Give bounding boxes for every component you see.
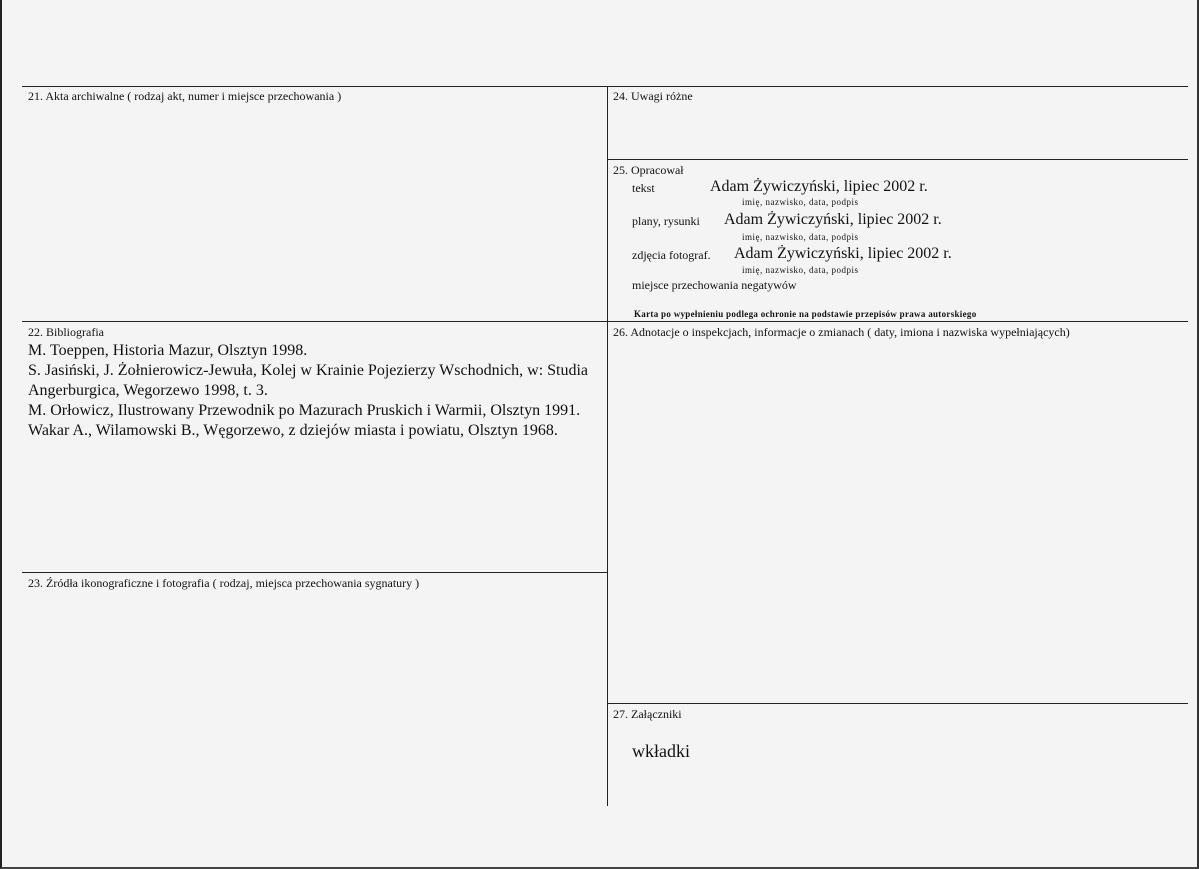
section-22-label: 22. Bibliografia <box>28 325 104 339</box>
rule-24-25 <box>608 159 1188 160</box>
top-rule <box>22 86 1188 87</box>
photos-text-value: Adam Żywiczyński, lipiec 2002 r. <box>734 245 952 262</box>
photos-field-hint: imię, nazwisko, data, podpis <box>742 265 859 275</box>
rule-22-23 <box>22 572 608 573</box>
author-field-label: tekst <box>632 181 655 195</box>
bibliography-entry: S. Jasiński, J. Żołnierowicz-Jewuła, Kolej w Krainie Pojezierzy Wschodnich, w: Studia Angerburgica, Wegorzewo 1998, t. 3. <box>28 362 589 399</box>
author-text-value: Adam Żywiczyński, lipiec 2002 r. <box>710 178 928 195</box>
section-24-label: 24. Uwagi różne <box>613 89 693 103</box>
section-27-label: 27. Załączniki <box>613 707 682 721</box>
copyright-notice: Karta po wypełnieniu podlega ochronie na podstawie przepisów prawa autorskiego <box>634 309 977 319</box>
plans-text-value: Adam Żywiczyński, lipiec 2002 r. <box>724 211 942 228</box>
attachments-value: wkładki <box>632 741 690 761</box>
photos-field-label: zdjęcia fotograf. <box>632 248 711 262</box>
rule-26-27 <box>608 703 1188 704</box>
center-divider <box>607 86 608 806</box>
author-field-hint: imię, nazwisko, data, podpis <box>742 197 859 207</box>
bibliography-entry: Wakar A., Wilamowski B., Węgorzewo, z dziejów miasta i powiatu, Olsztyn 1968. <box>28 422 558 439</box>
section-21-label: 21. Akta archiwalne ( rodzaj akt, numer i miejsce przechowania ) <box>28 89 342 103</box>
bibliography-entry: M. Orłowicz, Ilustrowany Przewodnik po Mazurach Pruskich i Warmii, Olsztyn 1991. <box>28 402 581 419</box>
section-25-label: 25. Opracował <box>613 163 684 177</box>
bibliography-list <box>28 341 600 441</box>
rule-21-22 <box>22 321 1188 322</box>
section-23-label: 23. Źródła ikonograficzne i fotografia ( rodzaj, miejsca przechowania sygnatury ) <box>28 576 420 590</box>
bibliography-entry: M. Toeppen, Historia Mazur, Olsztyn 1998. <box>28 342 308 359</box>
plans-field-hint: imię, nazwisko, data, podpis <box>742 232 859 242</box>
plans-field-label: plany, rysunki <box>632 214 700 228</box>
section-26-label: 26. Adnotacje o inspekcjach, informacje o zmianach ( daty, imiona i nazwiska wypełniających) <box>613 325 1070 339</box>
negatives-location-label: miejsce przechowania negatywów <box>632 278 797 292</box>
